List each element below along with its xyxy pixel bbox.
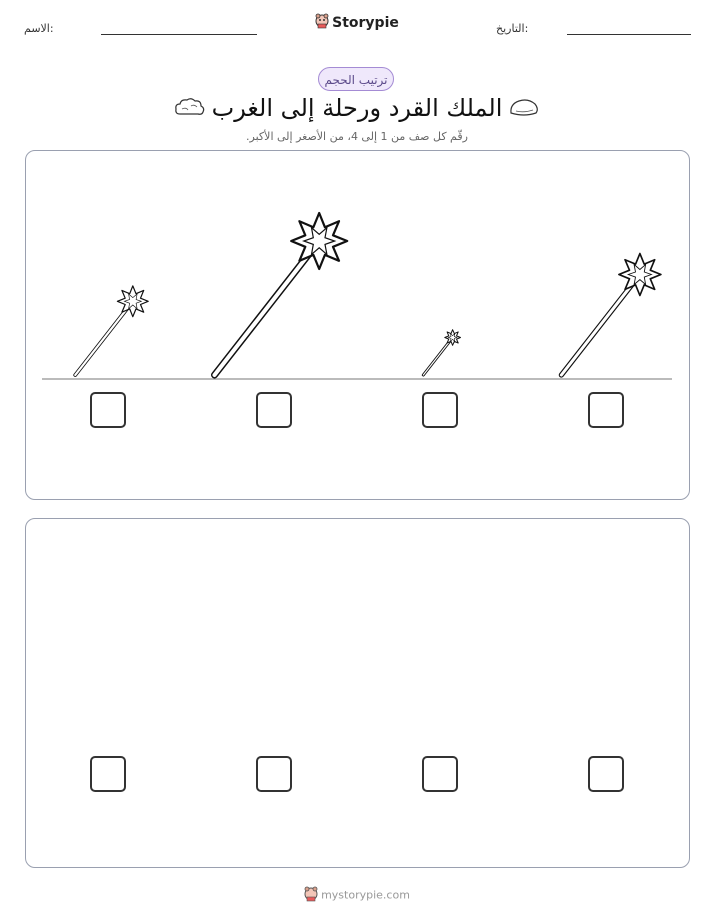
brand-name: Storypie bbox=[332, 15, 399, 31]
footer bbox=[0, 886, 714, 905]
instructions: رقّم كل صف من 1 إلى 4، من الأصغر إلى الأكبر. bbox=[246, 130, 468, 143]
date-label: التاريخ: bbox=[496, 22, 529, 35]
category-tag: ترتيب الحجم bbox=[318, 67, 394, 91]
wand-icon bbox=[215, 213, 348, 375]
rank-checkbox[interactable] bbox=[256, 392, 292, 428]
storypie-logo-icon bbox=[304, 886, 318, 905]
wand-icon bbox=[75, 286, 148, 375]
footer-url: mystorypie.com bbox=[321, 888, 410, 902]
rank-checkbox[interactable] bbox=[90, 392, 126, 428]
size-row-panel-fruits bbox=[25, 518, 690, 868]
wand-icon bbox=[423, 330, 460, 375]
name-label: الاسم: bbox=[24, 22, 54, 35]
rank-checkbox[interactable] bbox=[90, 756, 126, 792]
rank-checkbox[interactable] bbox=[422, 756, 458, 792]
rank-checkbox[interactable] bbox=[256, 756, 292, 792]
rank-checkbox[interactable] bbox=[588, 392, 624, 428]
rank-checkbox[interactable] bbox=[588, 756, 624, 792]
rank-checkbox[interactable] bbox=[422, 392, 458, 428]
wand-icon bbox=[561, 254, 661, 376]
page-title: الملك القرد ورحلة إلى الغرب bbox=[211, 94, 503, 122]
